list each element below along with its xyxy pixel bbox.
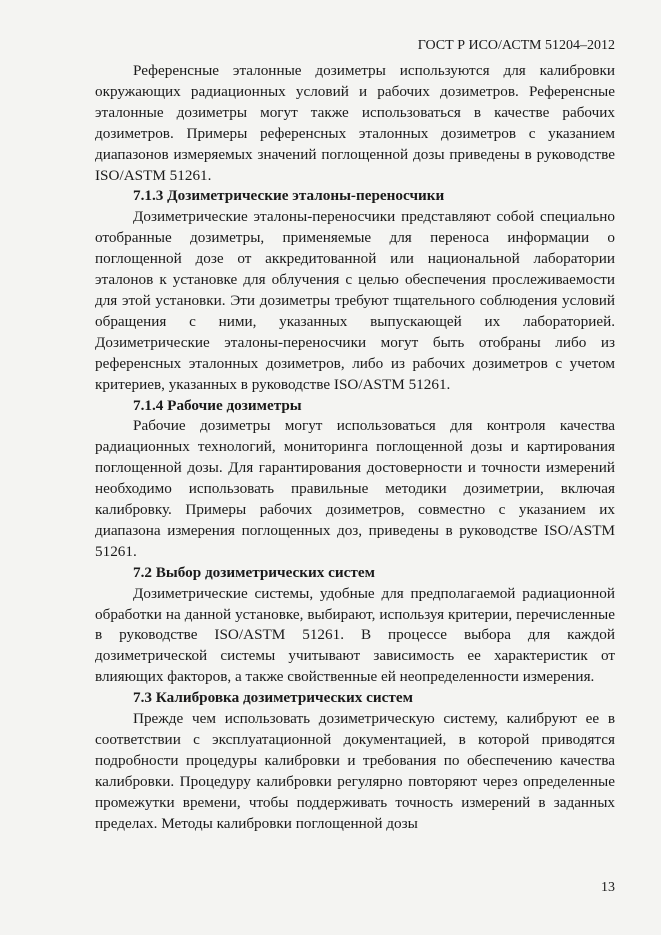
heading-7-2: 7.2 Выбор дозиметрических систем: [133, 563, 375, 581]
heading-7-1-3: 7.1.3 Дозиметрические эталоны-переносчики: [133, 187, 445, 205]
page-header: ГОСТ Р ИСО/АСТМ 51204–2012: [417, 38, 615, 53]
paragraph-calibration: Прежде чем использовать дозиметрическую систему, калибруют ее в соответствии с эксплуатационной документацией, в которой приводятся подробности процедуры калибровки и требования по обеспечению качества калибровки. Процедуру калибровки регулярно повторяют через определенные промежутки времени, чтобы поддерживать точность измерений в заданных пределах. Методы калибровки поглощенной дозы: [95, 710, 615, 832]
paragraph-reference-dosimeters: Референсные эталонные дозиметры используются для калибровки окружающих радиационных условий и рабочих дозиметров. Референсные эталонные дозиметры могут также использоваться в качестве рабочих дозиметров. Примеры референсных эталонных дозиметров с указанием диапазонов измеряемых значений поглощенной дозы приведены в руководстве ISO/ASTM 51261.: [95, 62, 615, 184]
heading-7-3: 7.3 Калибровка дозиметрических систем: [133, 689, 413, 707]
heading-7-1-4: 7.1.4 Рабочие дозиметры: [133, 396, 302, 414]
paragraph-routine-dosimeters: Рабочие дозиметры могут использоваться для контроля качества радиационных технологий, мониторинга поглощенной дозы и картирования поглощенной дозы. Для гарантирования достоверности и точности измерений необходимо использовать правильные методики дозиметрии, включая калибровку. Примеры рабочих дозиметров, совместно с указанием их диапазона измерения поглощенных доз, приведены в руководстве ISO/ASTM 51261.: [95, 417, 615, 560]
paragraph-transfer-dosimeters: Дозиметрические эталоны-переносчики представляют собой специально отобранные дозиметры, применяемые для переноса информации о поглощенной дозе от аккредитованной или национальной лаборатории эталонов к установке для облучения с целью обеспечения прослеживаемости для этой установки. Эти дозиметры требуют тщательного соблюдения условий обращения с ними, указанных выпускающей их лабораторией. Дозиметрические эталоны-переносчики могут быть отобраны либо из референсных эталонных дозиметров, либо из рабочих дозиметров с учетом критериев, указанных в руководстве ISO/ASTM 51261.: [95, 208, 615, 393]
page-number: 13: [601, 880, 615, 895]
paragraph-system-selection: Дозиметрические системы, удобные для предполагаемой радиационной обработки на данной установке, выбирают, используя критерии, перечисленные в руководстве ISO/ASTM 51261. В процессе выбора для каждой дозиметрической системы учитывают зависимость ее характеристик от влияющих факторов, а также свойственные ей неопределенности измерения.: [95, 584, 615, 686]
page-content: [95, 61, 615, 835]
